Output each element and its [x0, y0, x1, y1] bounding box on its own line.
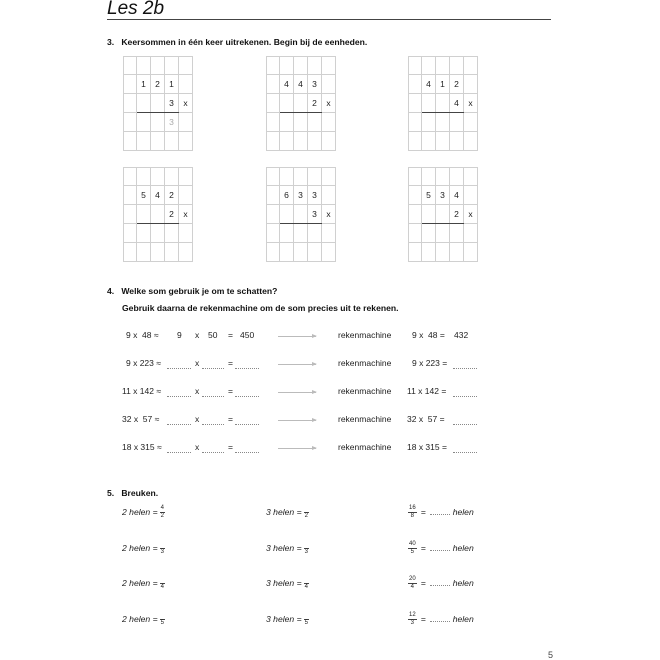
grid-cell: 3	[436, 186, 450, 205]
grid-cell[interactable]	[179, 243, 193, 262]
grid-cell[interactable]	[165, 132, 179, 151]
grid-cell[interactable]	[280, 224, 294, 243]
grid-cell	[294, 167, 308, 186]
fraction-denominator: 2	[304, 513, 308, 519]
estimate-b-blank[interactable]	[202, 360, 224, 369]
estimate-result-blank[interactable]	[235, 416, 259, 425]
grid-cell: 4	[151, 186, 165, 205]
fraction-item	[266, 612, 309, 627]
estimate-left: 18 x 315 ≈	[122, 442, 162, 452]
grid-cell	[165, 167, 179, 186]
estimate-b-blank[interactable]	[202, 444, 224, 453]
fraction-numerator[interactable]	[160, 612, 165, 620]
fraction	[408, 612, 417, 627]
estimate-result: 450	[240, 330, 255, 340]
estimate-left: 9 x 48 ≈	[126, 330, 159, 340]
grid-cell[interactable]: x	[322, 94, 336, 113]
sum-line	[137, 223, 179, 224]
grid-cell[interactable]	[408, 113, 422, 132]
estimate-left: 11 x 142 ≈	[122, 386, 162, 396]
estimate-b: 50	[208, 330, 218, 340]
multiplication-grid	[123, 56, 193, 150]
fraction	[160, 612, 165, 627]
grid-cell[interactable]	[322, 113, 336, 132]
section3-number: 3.	[107, 37, 115, 47]
grid-cell[interactable]: 2	[308, 94, 322, 113]
grid-cell	[123, 75, 137, 94]
fraction-denominator: 8	[410, 513, 415, 519]
grid-cell[interactable]	[137, 224, 151, 243]
estimate-b-blank[interactable]	[202, 416, 224, 425]
grid-cell	[266, 186, 280, 205]
equals-sign: =	[420, 506, 426, 517]
section4-heading1	[107, 286, 277, 296]
grid-cell[interactable]	[280, 132, 294, 151]
grid-cell: 1	[137, 75, 151, 94]
fraction-label: 3 helen =	[266, 506, 302, 517]
grid-cell[interactable]	[408, 243, 422, 262]
fraction	[408, 541, 417, 556]
fraction-item	[406, 541, 474, 556]
grid-cell[interactable]	[179, 113, 193, 132]
fraction-denominator: 4	[160, 584, 164, 590]
sum-line	[280, 112, 322, 113]
grid-cell	[123, 186, 137, 205]
unit-label: helen	[452, 577, 474, 588]
grid-cell[interactable]	[450, 132, 464, 151]
grid-cell[interactable]	[266, 243, 280, 262]
fraction-item	[266, 505, 309, 520]
estimate-times: x	[195, 414, 200, 424]
grid-cell: 2	[151, 75, 165, 94]
grid-cell	[322, 56, 336, 75]
fraction-denominator: 3	[160, 549, 164, 555]
grid-cell[interactable]	[266, 205, 280, 224]
calculator-label: rekenmachine	[338, 414, 392, 424]
estimate-times: x	[195, 330, 200, 340]
grid-cell: 1	[436, 75, 450, 94]
sum-line	[280, 223, 322, 224]
grid-cell: 2	[165, 186, 179, 205]
fraction-numerator: 40	[409, 541, 416, 547]
fraction-label: 2 helen =	[122, 542, 158, 553]
grid-cell[interactable]: x	[464, 94, 478, 113]
fraction-item	[122, 505, 165, 520]
fraction-item	[406, 505, 474, 520]
grid-cell[interactable]	[137, 94, 151, 113]
grid-cell	[151, 56, 165, 75]
grid-cell	[464, 186, 478, 205]
answer-blank[interactable]	[430, 613, 450, 622]
grid-cell	[137, 56, 151, 75]
grid-cell	[123, 56, 137, 75]
estimate-times: x	[195, 358, 200, 368]
grid-cell	[266, 75, 280, 94]
fraction-item	[406, 576, 474, 591]
grid-cell[interactable]	[294, 94, 308, 113]
estimate-a-blank[interactable]	[167, 360, 191, 369]
grid-cell: 2	[450, 75, 464, 94]
grid-cell[interactable]: 3	[308, 205, 322, 224]
estimate-eq: =	[228, 386, 233, 396]
multiplication-grid	[123, 167, 193, 261]
calculator-label: rekenmachine	[338, 386, 392, 396]
calculator-label: rekenmachine	[338, 442, 392, 452]
grid-cell[interactable]	[151, 205, 165, 224]
grid-cell[interactable]	[308, 224, 322, 243]
grid-cell[interactable]: x	[464, 205, 478, 224]
grid-cell[interactable]	[165, 243, 179, 262]
grid-cell[interactable]	[179, 132, 193, 151]
grid-cell[interactable]	[464, 243, 478, 262]
grid-cell	[280, 56, 294, 75]
sum-line	[137, 112, 179, 113]
multiplication-grid	[408, 167, 478, 261]
grid-cell[interactable]	[151, 243, 165, 262]
fraction-numerator: 4	[160, 505, 164, 511]
exact-answer: 432	[454, 330, 469, 340]
arrow-icon	[278, 448, 316, 449]
grid-cell	[464, 56, 478, 75]
fraction-numerator[interactable]	[160, 541, 165, 549]
grid-cell[interactable]	[294, 205, 308, 224]
multiplication-grid	[408, 56, 478, 150]
exact-left: 18 x 315 =	[407, 442, 447, 452]
grid-cell	[179, 167, 193, 186]
grid-cell: 5	[422, 186, 436, 205]
fraction-item	[266, 576, 309, 591]
fraction	[408, 576, 417, 591]
grid-cell[interactable]	[280, 205, 294, 224]
estimate-result-blank[interactable]	[235, 388, 259, 397]
fraction	[304, 541, 309, 556]
exact-answer-blank[interactable]	[453, 360, 477, 369]
estimate-eq: =	[228, 442, 233, 452]
grid-cell[interactable]	[422, 205, 436, 224]
fraction	[304, 612, 309, 627]
multiplication-grid	[266, 56, 336, 150]
grid-cell[interactable]	[137, 205, 151, 224]
grid-cell[interactable]	[308, 132, 322, 151]
grid-cell[interactable]: 2	[450, 205, 464, 224]
unit-label: helen	[452, 542, 474, 553]
grid-cell[interactable]	[408, 94, 422, 113]
section5-number: 5.	[107, 488, 115, 498]
section5-heading	[107, 488, 158, 498]
grid-cell[interactable]	[266, 224, 280, 243]
arrow-icon	[278, 420, 316, 421]
sum-line	[422, 112, 464, 113]
grid-cell[interactable]	[137, 243, 151, 262]
section4-title1: Welke som gebruik je om te schatten?	[121, 286, 278, 296]
arrow-icon	[278, 336, 316, 337]
fraction-denominator: 3	[304, 549, 308, 555]
grid-cell	[165, 56, 179, 75]
grid-cell	[179, 75, 193, 94]
grid-cell[interactable]	[408, 224, 422, 243]
fraction-item	[122, 576, 165, 591]
fraction-label: 2 helen =	[122, 577, 158, 588]
grid-cell[interactable]	[266, 94, 280, 113]
grid-cell: 4	[280, 75, 294, 94]
fraction-numerator[interactable]	[304, 612, 309, 620]
grid-cell	[436, 56, 450, 75]
grid-cell[interactable]	[123, 243, 137, 262]
fraction-numerator[interactable]	[160, 576, 165, 584]
grid-cell[interactable]: 2	[165, 205, 179, 224]
grid-cell[interactable]: 3	[165, 94, 179, 113]
estimate-b-blank[interactable]	[202, 388, 224, 397]
grid-cell	[123, 167, 137, 186]
estimate-left: 9 x 223 ≈	[126, 358, 161, 368]
fraction-numerator[interactable]	[304, 505, 309, 513]
grid-cell[interactable]	[464, 132, 478, 151]
grid-cell	[464, 75, 478, 94]
section3-title: Keersommen in één keer uitrekenen. Begin bij de eenheden.	[121, 37, 368, 47]
grid-cell[interactable]	[266, 132, 280, 151]
grid-cell[interactable]	[179, 224, 193, 243]
estimate-eq: =	[228, 414, 233, 424]
estimate-a-blank[interactable]	[167, 388, 191, 397]
fraction-label: 3 helen =	[266, 577, 302, 588]
estimate-left: 32 x 57 ≈	[122, 414, 160, 424]
fraction-denominator: 5	[304, 620, 308, 626]
grid-cell[interactable]	[322, 132, 336, 151]
grid-cell[interactable]	[137, 132, 151, 151]
grid-cell[interactable]	[322, 243, 336, 262]
grid-cell: 3	[294, 186, 308, 205]
exact-left: 9 x 223 =	[412, 358, 448, 368]
fraction-label: 3 helen =	[266, 542, 302, 553]
grid-cell[interactable]	[422, 94, 436, 113]
section5-title: Breuken.	[121, 488, 159, 498]
calculator-label: rekenmachine	[338, 330, 392, 340]
fraction-denominator: 5	[410, 549, 415, 555]
grid-cell	[294, 56, 308, 75]
grid-cell[interactable]	[123, 132, 137, 151]
grid-cell: 4	[450, 186, 464, 205]
grid-cell[interactable]	[422, 243, 436, 262]
grid-cell	[408, 75, 422, 94]
arrow-icon	[278, 364, 316, 365]
grid-cell[interactable]	[123, 94, 137, 113]
grid-cell[interactable]	[408, 205, 422, 224]
fraction-numerator[interactable]	[304, 576, 309, 584]
grid-cell: 1	[165, 75, 179, 94]
grid-cell[interactable]	[436, 224, 450, 243]
grid-cell[interactable]	[436, 205, 450, 224]
grid-cell	[308, 167, 322, 186]
answer-blank[interactable]	[430, 542, 450, 551]
grid-cell[interactable]	[294, 132, 308, 151]
fraction	[160, 505, 165, 520]
fraction-item	[122, 541, 165, 556]
fraction-denominator: 2	[160, 513, 164, 519]
estimate-times: x	[195, 442, 200, 452]
grid-cell: 6	[280, 186, 294, 205]
grid-cell	[436, 167, 450, 186]
grid-cell	[151, 167, 165, 186]
grid-cell[interactable]: x	[322, 205, 336, 224]
fraction	[304, 505, 309, 520]
fraction-denominator: 4	[410, 584, 415, 590]
fraction-item	[406, 612, 474, 627]
unit-label: helen	[452, 506, 474, 517]
grid-cell[interactable]	[151, 132, 165, 151]
grid-cell	[408, 56, 422, 75]
grid-cell[interactable]	[280, 243, 294, 262]
grid-cell[interactable]	[450, 113, 464, 132]
grid-cell	[266, 56, 280, 75]
page-number: 5	[547, 650, 553, 660]
grid-cell[interactable]	[123, 205, 137, 224]
fraction-item	[266, 541, 309, 556]
fraction-denominator: 5	[160, 620, 164, 626]
answer-blank[interactable]	[430, 577, 450, 586]
grid-cell	[322, 75, 336, 94]
estimate-times: x	[195, 386, 200, 396]
exact-left: 9 x 48 =	[412, 330, 445, 340]
fraction-numerator[interactable]	[304, 541, 309, 549]
fraction-denominator: 3	[410, 620, 415, 626]
grid-cell[interactable]	[294, 243, 308, 262]
grid-cell	[450, 167, 464, 186]
page-title: Les 2b	[107, 0, 165, 19]
exact-left: 32 x 57 =	[407, 414, 445, 424]
grid-cell	[280, 167, 294, 186]
grid-cell: 3	[308, 186, 322, 205]
estimate-eq: =	[228, 358, 233, 368]
estimate-result-blank[interactable]	[235, 360, 259, 369]
grid-cell[interactable]	[322, 224, 336, 243]
grid-cell[interactable]	[294, 113, 308, 132]
grid-cell[interactable]	[422, 132, 436, 151]
estimate-a: 9	[177, 330, 182, 340]
grid-cell[interactable]	[450, 243, 464, 262]
grid-cell: 5	[137, 186, 151, 205]
fraction-label: 2 helen =	[122, 613, 158, 624]
estimate-a-blank[interactable]	[167, 416, 191, 425]
grid-cell	[422, 167, 436, 186]
multiplication-grid	[266, 167, 336, 261]
grid-cell	[308, 56, 322, 75]
grid-cell[interactable]	[436, 113, 450, 132]
grid-cell: 3	[308, 75, 322, 94]
grid-cell[interactable]	[151, 94, 165, 113]
grid-cell	[322, 186, 336, 205]
exact-answer-blank[interactable]	[453, 444, 477, 453]
grid-cell[interactable]	[450, 224, 464, 243]
grid-cell[interactable]: x	[179, 205, 193, 224]
grid-cell[interactable]	[422, 224, 436, 243]
grid-cell	[464, 167, 478, 186]
equals-sign: =	[420, 542, 426, 553]
grid-cell[interactable]: x	[179, 94, 193, 113]
fraction-item	[122, 612, 165, 627]
exact-answer-blank[interactable]	[453, 388, 477, 397]
fraction	[160, 576, 165, 591]
grid-cell[interactable]	[408, 132, 422, 151]
grid-cell[interactable]	[422, 113, 436, 132]
unit-label: helen	[452, 613, 474, 624]
estimate-eq: =	[228, 330, 233, 340]
section4-heading2: Gebruik daarna de rekenmachine om de som precies uit te rekenen.	[122, 303, 399, 313]
grid-cell	[137, 167, 151, 186]
grid-cell[interactable]	[436, 94, 450, 113]
title-rule	[107, 19, 551, 20]
exact-left: 11 x 142 =	[407, 386, 447, 396]
grid-cell: 4	[294, 75, 308, 94]
grid-cell	[408, 167, 422, 186]
grid-cell	[266, 167, 280, 186]
grid-cell[interactable]	[151, 113, 165, 132]
answer-blank[interactable]	[430, 506, 450, 515]
grid-cell[interactable]	[137, 113, 151, 132]
exact-answer-blank[interactable]	[453, 416, 477, 425]
fraction-numerator: 12	[409, 612, 416, 618]
grid-cell[interactable]	[123, 113, 137, 132]
arrow-icon	[278, 392, 316, 393]
grid-cell[interactable]	[436, 243, 450, 262]
grid-cell[interactable]	[151, 224, 165, 243]
grid-cell[interactable]	[308, 243, 322, 262]
fraction	[304, 576, 309, 591]
fraction-denominator: 4	[304, 584, 308, 590]
grid-cell[interactable]	[436, 132, 450, 151]
grid-cell	[450, 56, 464, 75]
grid-cell	[408, 186, 422, 205]
section3-heading	[107, 37, 367, 47]
grid-cell[interactable]	[165, 224, 179, 243]
fraction	[408, 505, 417, 520]
grid-cell	[179, 186, 193, 205]
fraction-numerator: 16	[409, 505, 416, 511]
grid-cell[interactable]: 4	[450, 94, 464, 113]
grid-cell	[322, 167, 336, 186]
estimate-result-blank[interactable]	[235, 444, 259, 453]
fraction-numerator: 20	[409, 576, 416, 582]
grid-cell[interactable]	[280, 94, 294, 113]
section4-number: 4.	[107, 286, 115, 296]
fraction	[160, 541, 165, 556]
grid-cell	[422, 56, 436, 75]
grid-cell[interactable]	[308, 113, 322, 132]
grid-cell[interactable]	[123, 224, 137, 243]
grid-cell: 4	[422, 75, 436, 94]
grid-cell[interactable]: 3	[165, 113, 179, 132]
fraction-label: 3 helen =	[266, 613, 302, 624]
fraction-label: 2 helen =	[122, 506, 158, 517]
grid-cell[interactable]	[266, 113, 280, 132]
grid-cell[interactable]	[464, 113, 478, 132]
estimate-a-blank[interactable]	[167, 444, 191, 453]
sum-line	[422, 223, 464, 224]
equals-sign: =	[420, 613, 426, 624]
equals-sign: =	[420, 577, 426, 588]
calculator-label: rekenmachine	[338, 358, 392, 368]
grid-cell	[179, 56, 193, 75]
grid-cell[interactable]	[280, 113, 294, 132]
grid-cell[interactable]	[464, 224, 478, 243]
grid-cell[interactable]	[294, 224, 308, 243]
